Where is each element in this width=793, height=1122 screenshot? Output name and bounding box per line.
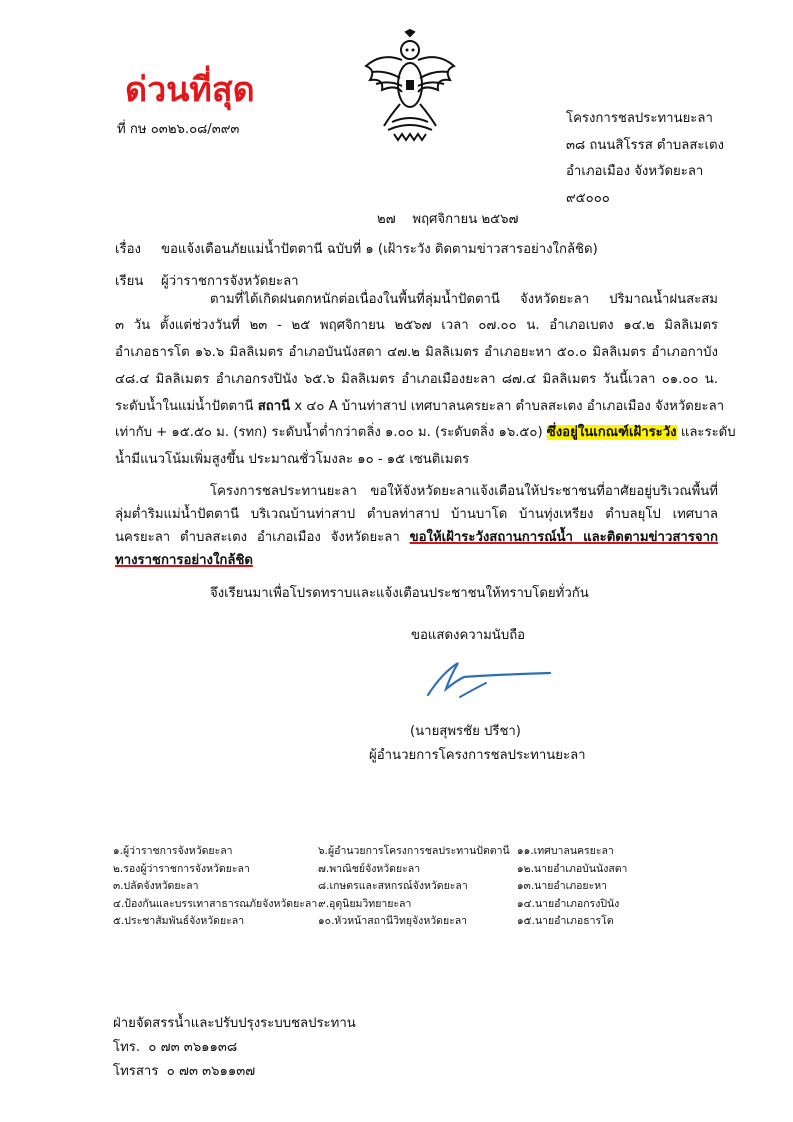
cc-item: ๕.ประชาสัมพันธ์จังหวัดยะลา [113,915,245,927]
cc-item: ๑๓.นายอำเภอยะหา [517,880,608,892]
text: เท่ากับ + ๑๕.๕๐ ม. (รทก) ระดับน้ำต่ำกว่าตลิ่ง ๑.๐๐ ม. (ระดับตลิ่ง ๑๖.๕๐) [115,425,547,440]
underlined-instruction: ทางราชการอย่างใกล้ชิด [115,553,253,568]
address-line: ๓๘ ถนนสิโรรส ตำบลสะเตง [566,137,724,153]
address-line: ๙๕๐๐๐ [566,190,610,206]
cc-item: ๑๕.นายอำเภอธารโต [517,915,614,927]
paragraph-line [115,397,725,417]
cc-item: ๗.พาณิชย์จังหวัดยะลา [318,862,421,875]
paragraph-line: ตามที่ได้เกิดฝนตกหนักต่อเนื่องในพื้นที่ลุ่มน้ำปัตตานี จังหวัดยะลา ปริมาณน้ำฝนสะสม [210,292,718,307]
cc-item: ๒.รองผู้ว่าราชการจังหวัดยะลา [113,862,250,875]
cc-item: ๖.ผู้อำนวยการโครงการชลประทานปัตตานี [318,845,510,857]
complimentary-close: ขอแสดงความนับถือ [411,628,526,643]
cc-item: ๑๐.หัวหน้าสถานีวิทยุจังหวัดยะลา [318,915,468,927]
paragraph-line [115,528,718,548]
text: ระดับน้ำในแม่น้ำปัตตานี [115,399,258,414]
paragraph-line [115,551,718,571]
cc-item: ๓.ปลัดจังหวัดยะลา [113,880,199,892]
paragraph-line: ๔๘.๔ มิลลิเมตร อำเภอกรงปินัง ๖๕.๖ มิลลิเมตร อำเภอเมืองยะลา ๘๗.๔ มิลลิเมตร วันนี้เวลา ๐๑.๐๐ น. [115,372,718,387]
paragraph-line: อำเภอธารโต ๑๖.๖ มิลลิเมตร อำเภอบันนังสตา ๔๗.๒ มิลลิเมตร อำเภอยะหา ๕๐.๐ มิลลิเมตร อำเภอกาบัง [115,345,718,360]
recipient-label: เรียน [115,274,144,289]
reference-number: ที่ กษ ๐๓๒๖.๐๘/๓๙๓ [117,122,240,137]
document-date: ๒๗ พฤศจิกายน ๒๕๖๗ [377,212,519,227]
footer-contact [113,1012,356,1084]
subject-text: ขอแจ้งเตือนภัยแม่น้ำปัตตานี ฉบับที่ ๑ (เฝ้าระวัง ติดตามข่าวสารอย่างใกล้ชิด) [161,242,598,257]
cc-item: ๘.เกษตรและสหกรณ์จังหวัดยะลา [318,880,468,892]
footer-phone: โทร. ๐ ๗๓ ๓๖๑๑๓๘ [113,1040,238,1055]
urgency-stamp: ด่วนที่สุด [125,70,255,110]
cc-item: ๑๒.นายอำเภอบันนังสตา [517,862,628,875]
underlined-instruction: ขอให้เฝ้าระวังสถานการณ์น้ำ และติดตามข่าวสารจาก [409,530,718,545]
text: x ๔๐ A บ้านท่าสาป เทศบาลนครยะลา ตำบลสะเตง อำเภอเมือง จังหวัดยะลา [290,399,725,414]
cc-item: ๔.ป้องกันและบรรเทาสาธารณภัยจังหวัดยะลา [113,897,318,910]
cc-list-column-1 [113,843,317,931]
cc-item: ๑๑.เทศบาลนครยะลา [517,845,614,857]
closing-paragraph: จึงเรียนมาเพื่อโปรดทราบและแจ้งเตือนประชาชนให้ทราบโดยทั่วกัน [210,586,589,601]
handwritten-signature [420,655,560,715]
paragraph-line: โครงการชลประทานยะลา ขอให้จังหวัดยะลาแจ้งเตือนให้ประชาชนที่อาศัยอยู่บริเวณพื้นที่ [210,484,718,499]
station-label: สถานี [257,399,291,414]
paragraph-line [115,423,736,443]
subject-label: เรื่อง [115,242,141,257]
cc-item: ๑๔.นายอำเภอกรงปินัง [517,897,620,910]
signatory-title: ผู้อำนวยการโครงการชลประทานยะลา [369,748,586,763]
cc-list-column-3 [517,843,627,931]
cc-item: ๙.อุตุนิยมวิทยายะลา [318,897,412,910]
sender-address [566,106,724,212]
cc-list-column-2 [318,843,510,931]
address-line: อำเภอเมือง จังหวัดยะลา [566,164,704,179]
highlighted-warning-level: ซึ่งอยู่ในเกณฑ์เฝ้าระวัง [546,425,677,440]
footer-department: ฝ่ายจัดสรรน้ำและปรับปรุงระบบชลประทาน [113,1016,356,1031]
paragraph-line: ลุ่มต่ำริมแม่น้ำปัตตานี บริเวณบ้านท่าสาป ตำบลท่าสาป บ้านบาโด บ้านทุ่งเหรียง ตำบลยุโป เทศบาล [115,507,718,522]
recipient-text: ผู้ว่าราชการจังหวัดยะลา [161,274,299,289]
address-line: โครงการชลประทานยะลา [566,111,713,126]
paragraph-line: น้ำมีแนวโน้มเพิ่มสูงขึ้น ประมาณชั่วโมงละ ๑๐ - ๑๕ เซนติเมตร [115,452,470,467]
garuda-emblem-icon [362,30,458,142]
paragraph-line: ๓ วัน ตั้งแต่ช่วงวันที่ ๒๓ - ๒๕ พฤศจิกายน ๒๕๖๗ เวลา ๐๗.๐๐ น. อำเภอเบตง ๑๔.๒ มิลลิเมตร [115,318,718,333]
footer-fax: โทรสาร ๐ ๗๓ ๓๖๑๑๓๗ [113,1064,256,1079]
text: และระดับ [676,425,736,440]
signatory-name: (นายสุพรชัย ปรีชา) [410,724,521,739]
text: นครยะลา ตำบลสะเตง อำเภอเมือง จังหวัดยะลา [115,530,410,545]
cc-item: ๑.ผู้ว่าราชการจังหวัดยะลา [113,845,233,857]
